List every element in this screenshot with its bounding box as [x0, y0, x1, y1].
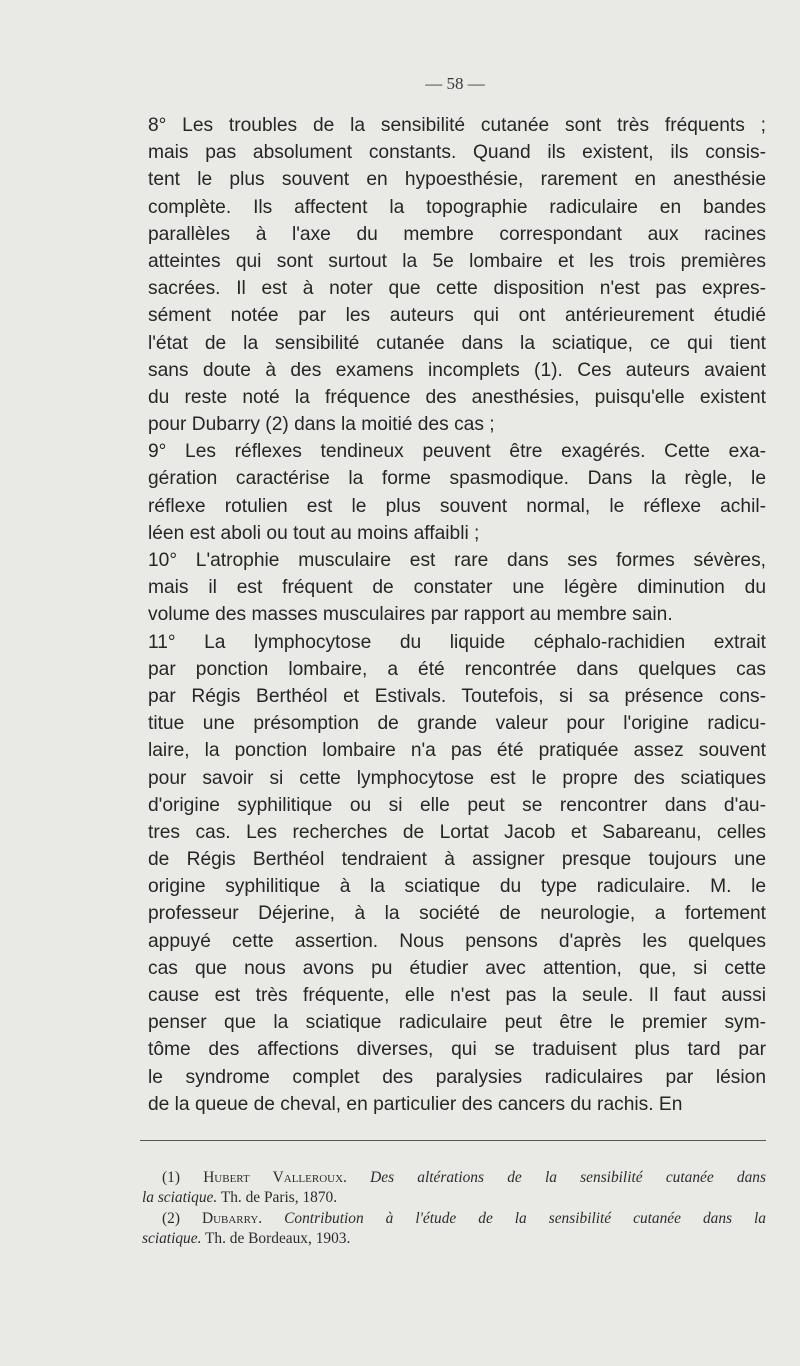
text-line: tôme des affections diverses, qui se traduisent plus tard par: [148, 1039, 766, 1061]
footnote-marker: (2): [162, 1210, 180, 1227]
footnote-marker: (1): [162, 1169, 180, 1186]
text-line: appuyé cette assertion. Nous pensons d'après les quelques: [148, 930, 766, 952]
text-line: de Régis Berthéol tendraient à assigner presque toujours une: [148, 849, 766, 871]
footnote-reference: Th. de Paris, 1870.: [220, 1188, 338, 1206]
footnote-line: [142, 1229, 766, 1249]
text-line: tent le plus souvent en hypoesthésie, rarement en anesthésie: [148, 169, 766, 191]
footnote-2: [142, 1209, 766, 1248]
text-line: sément notée par les auteurs qui ont antérieurement étudié: [148, 305, 766, 327]
footnote-title-cont: sciatique.: [142, 1229, 202, 1247]
footnote-line: [142, 1209, 766, 1229]
footnote-1: [142, 1168, 766, 1207]
footnote-author: Dubarry.: [201, 1210, 263, 1227]
text-line: léen est aboli ou tout au moins affaibli ;: [148, 522, 480, 544]
text-line: mais il est fréquent de constater une légère diminution du: [148, 577, 766, 599]
footnote-title: Contribution à l'étude de la sensibilité cutanée dans la: [284, 1210, 766, 1227]
text-line: 11° La lymphocytose du liquide céphalo-rachidien extrait: [148, 631, 766, 653]
text-line: parallèles à l'axe du membre correspondant aux racines: [148, 223, 766, 245]
text-line: professeur Déjerine, à la société de neurologie, a fortement: [148, 903, 766, 925]
text-line: cause est très fréquente, elle n'est pas la seule. Il faut aussi: [148, 985, 766, 1006]
text-line: 8° Les troubles de la sensibilité cutanée sont très fréquents ;: [148, 115, 766, 136]
footnote-title-cont: la sciatique.: [142, 1188, 218, 1206]
text-line: tres cas. Les recherches de Lortat Jacob et Sabareanu, celles: [148, 821, 766, 843]
text-line: gération caractérise la forme spasmodique. Dans la règle, le: [148, 468, 766, 490]
text-line: d'origine syphilitique ou si elle peut se rencontrer dans d'au-: [148, 794, 766, 816]
footnotes: [142, 1168, 766, 1250]
page-number: — 58 —: [425, 74, 485, 93]
text-line: pour Dubarry (2) dans la moitié des cas ;: [148, 414, 495, 436]
text-line: mais pas absolument constants. Quand ils existent, ils consis-: [148, 142, 766, 164]
text-line: du reste noté la fréquence des anesthésies, puisqu'elle existent: [148, 386, 766, 408]
text-line: atteintes qui sont surtout la 5e lombaire et les trois premières: [148, 250, 766, 272]
text-line: de la queue de cheval, en particulier des cancers du rachis. En: [148, 1093, 683, 1115]
text-line: le syndrome complet des paralysies radiculaires par lésion: [148, 1066, 766, 1088]
text-line: volume des masses musculaires par rapport au membre sain.: [148, 604, 673, 626]
text-line: 10° L'atrophie musculaire est rare dans ses formes sévères,: [148, 550, 766, 571]
text-line: l'état de la sensibilité cutanée dans la sciatique, ce qui tient: [148, 332, 766, 354]
text-line: par ponction lombaire, a été rencontrée dans quelques cas: [148, 658, 766, 680]
body-text: [148, 112, 766, 1118]
text-line: titue une présomption de grande valeur pour l'origine radicu-: [148, 713, 766, 735]
text-line: sans doute à des examens incomplets (1). Ces auteurs avaient: [148, 359, 766, 381]
footnote-title: Des altérations de la sensibilité cutanée dans: [370, 1169, 766, 1186]
text-line: laire, la ponction lombaire n'a pas été pratiquée assez souvent: [148, 740, 766, 762]
footnote-line: [142, 1188, 766, 1208]
text-line: origine syphilitique à la sciatique du type radiculaire. M. le: [148, 876, 766, 898]
text-line: par Régis Berthéol et Estivals. Toutefois, si sa présence cons-: [148, 685, 766, 707]
footnote-author: Hubert Valleroux.: [203, 1169, 347, 1186]
text-line: réflexe rotulien est le plus souvent normal, le réflexe achil-: [148, 495, 766, 517]
text-line: pour savoir si cette lymphocytose est le propre des sciatiques: [148, 767, 766, 789]
text-line: complète. Ils affectent la topographie radiculaire en bandes: [148, 196, 766, 218]
text-line: sacrées. Il est à noter que cette disposition n'est pas expres-: [148, 278, 766, 300]
footnote-line: [142, 1168, 766, 1188]
footnote-reference: Th. de Bordeaux, 1903.: [205, 1229, 351, 1247]
text-line: penser que la sciatique radiculaire peut être le premier sym-: [148, 1012, 766, 1034]
text-line: cas que nous avons pu étudier avec attention, que, si cette: [148, 957, 766, 979]
text-line: 9° Les réflexes tendineux peuvent être exagérés. Cette exa-: [148, 441, 766, 463]
footnote-divider: [140, 1140, 766, 1141]
